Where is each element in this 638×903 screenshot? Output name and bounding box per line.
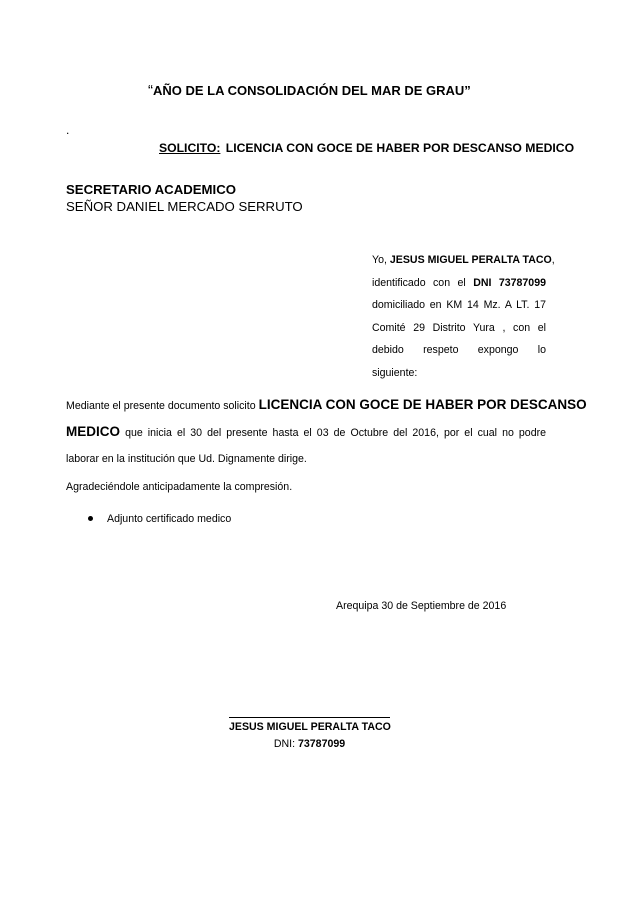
signature-dni-label: DNI: <box>273 738 296 750</box>
motto-heading <box>148 82 471 99</box>
intro-yo: Yo, <box>372 254 387 266</box>
subject-text: LICENCIA CON GOCE DE HABER POR DESCANSO MEDICO <box>225 141 575 155</box>
intro-line-1 <box>372 249 555 272</box>
intro-paragraph <box>372 249 555 385</box>
request-intro: Mediante el presente documento solicito <box>66 400 256 412</box>
signature-dni-value: 73787099 <box>298 738 346 750</box>
request-highlight-2: MEDICO <box>66 424 120 439</box>
request-line-2 <box>66 419 546 446</box>
recipient-block <box>66 181 303 215</box>
attachment-text: Adjunto certificado medico <box>107 513 232 525</box>
request-dates: que inicia el 30 del presente hasta el 03 de Octubre del 2016, por el cual no podre <box>125 427 547 439</box>
subject-line <box>159 141 574 155</box>
intro-line-4: Comité 29 Distrito Yura , con el <box>372 321 546 334</box>
subject-label: SOLICITO: <box>159 141 221 155</box>
signature-name: JESUS MIGUEL PERALTA TACO <box>229 721 391 733</box>
bullet-icon <box>88 516 93 521</box>
request-highlight-1: LICENCIA CON GOCE DE HABER POR DESCANSO <box>258 397 587 412</box>
applicant-dni: DNI 73787099 <box>473 276 546 289</box>
signature-line <box>229 717 390 718</box>
place-date: Arequipa 30 de Septiembre de 2016 <box>336 600 507 612</box>
intro-line-2 <box>372 272 546 295</box>
signature-dni <box>229 738 390 750</box>
request-paragraph <box>66 392 587 472</box>
intro-comma: , <box>551 254 555 266</box>
stray-dot: . <box>66 123 70 137</box>
attachment-bullet <box>88 513 231 525</box>
motto-text: AÑO DE LA CONSOLIDACIÓN DEL MAR DE GRAU” <box>153 83 471 98</box>
request-line-3: laborar en la institución que Ud. Dignamente dirige. <box>66 453 307 465</box>
intro-line-6: siguiente: <box>372 366 418 379</box>
thanks-line: Agradeciéndole anticipadamente la compresión. <box>66 481 293 493</box>
recipient-role: SECRETARIO ACADEMICO <box>66 182 236 197</box>
applicant-name: JESUS MIGUEL PERALTA TACO <box>389 254 552 266</box>
intro-line-3: domiciliado en KM 14 Mz. A LT. 17 <box>372 299 546 312</box>
intro-line-5: debido respeto expongo lo <box>372 344 546 357</box>
request-line-1 <box>66 392 587 419</box>
motto-open-quote: “ <box>148 82 153 99</box>
recipient-name: SEÑOR DANIEL MERCADO SERRUTO <box>66 199 303 214</box>
intro-identified: identificado con el <box>372 276 466 289</box>
